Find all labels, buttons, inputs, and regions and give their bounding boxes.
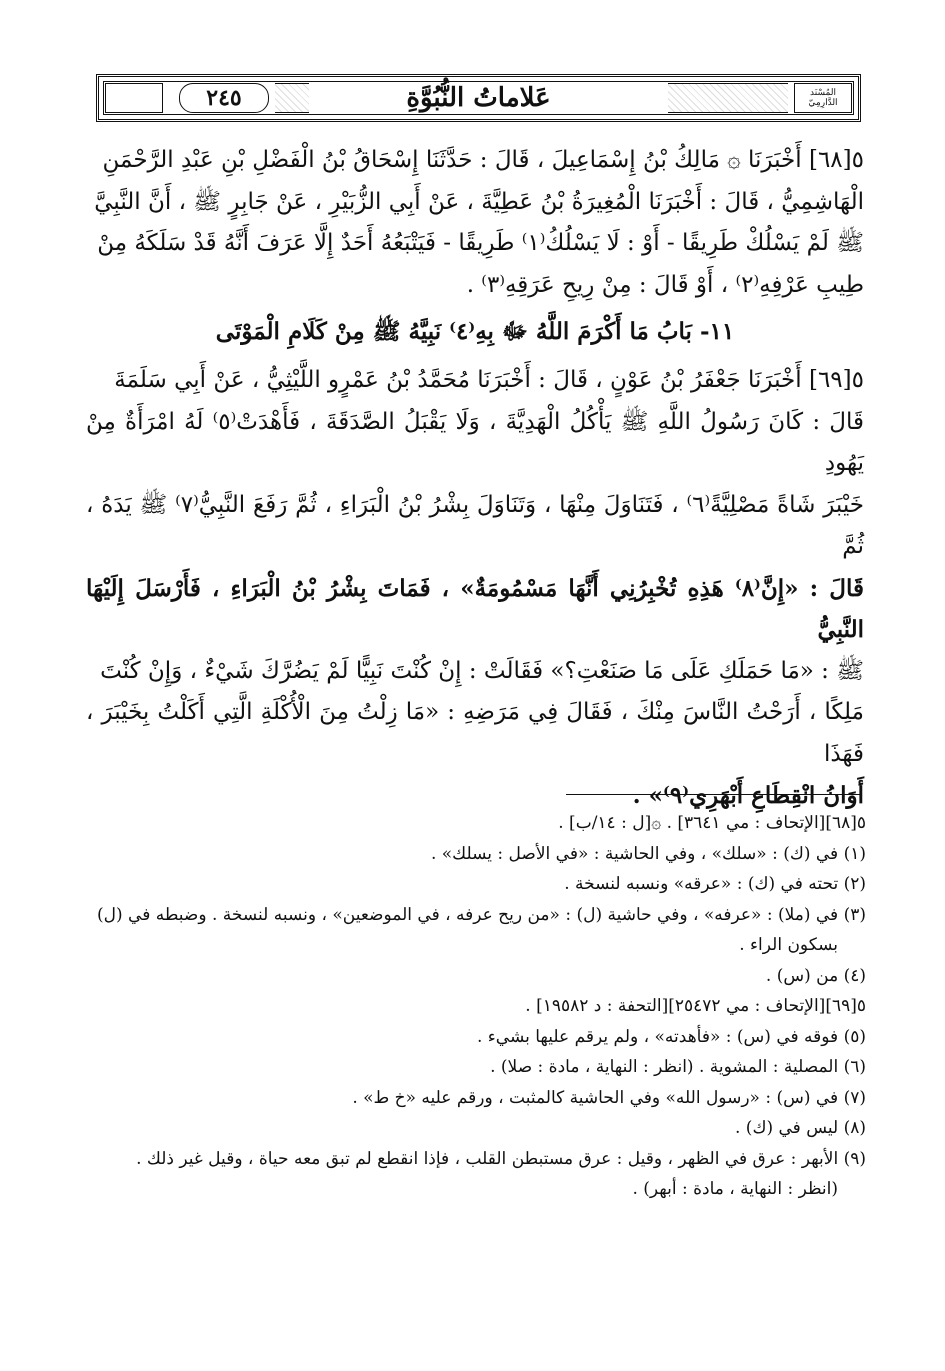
text-line: قَالَ : كَانَ رَسُولُ اللَّهِ ﷺ يَأْكُلُ الْهَدِيَّةَ ، وَلَا يَقْبَلُ الصَّدَقَةَ ، فَأَهْدَتْ⁽٥⁾ لَهُ امْرَأَةٌ مِنْ يَهُودِ (86, 408, 865, 476)
ornament-band (668, 83, 788, 113)
footnote: ٥[٦٨][الإتحاف : مي ٣٦٤١] . ۞[ل : ١٤/ب] . (558, 813, 866, 833)
ornament-left (105, 83, 163, 113)
text-line (86, 360, 864, 402)
footnotes (86, 808, 866, 1205)
seal-text: المُسْنَد الدَّارِمِيّ (808, 88, 838, 108)
hadith-number: ٥[٦٨] (808, 147, 864, 173)
text-line: ﷺ : «مَا حَمَلَكِ عَلَى مَا صَنَعْتِ؟» فَقَالَتْ : إِنْ كُنْتَ نَبِيًّا لَمْ يَضُرَّكَ شَيْءٌ ، وَإِنْ كُنْتَ (100, 657, 864, 684)
text-span: أَخْبَرَنَا جَعْفَرُ بْنُ عَوْنٍ ، قَالَ : أَخْبَرَنَا مُحَمَّدُ بْنُ عَمْرٍو اللَّيْثِيُّ ، عَنْ أَبِي سَلَمَةَ (114, 367, 802, 393)
footnote: (٦) المصلية : المشوية . (انظر : النهاية ، مادة : صلا) . (490, 1057, 866, 1077)
running-title: عَلاماتُ النُّبُوَّةِ (406, 83, 551, 113)
text-line: ﷺ لَمْ يَسْلُكْ طَرِيقًا - أَوْ : لَا يَسْلُكُ⁽١⁾ طَرِيقًا - فَيَتْبَعُهُ أَحَدٌ إِلَّا عَرَفَ أَنَّهُ قَدْ سَلَكَهُ مِنْ (97, 230, 864, 256)
text-line: خَيْبَرَ شَاةً مَصْلِيَّةً⁽٦⁾ ، فَتَنَاوَلَ مِنْهَا ، وَتَنَاوَلَ بِشْرُ بْنُ الْبَرَاءِ ، ثُمَّ رَفَعَ النَّبِيُّ⁽٧⁾ ﷺ يَدَهُ ، ثُمَّ (86, 491, 864, 559)
hadith-68 (86, 140, 864, 306)
publisher-seal (794, 83, 852, 113)
hadith-69 (86, 360, 864, 817)
hadith-number: ٥[٦٩] (808, 367, 864, 393)
footnote: (٨) ليس في (ك) . (735, 1118, 866, 1138)
text-line: الْهَاشِمِيُّ ، قَالَ : أَخْبَرَنَا الْمُغِيرَةُ بْنُ عَطِيَّةَ ، عَنْ أَبِي الزُّبَيْرِ ، عَنْ جَابِرٍ ﷺ ، أَنَّ النَّبِيَّ (94, 188, 864, 215)
page-header (96, 74, 861, 122)
footnote: (٥) فوقه في (س) : «فأهدته» ، ولم يرقم عليها بشيء . (476, 1026, 866, 1047)
footnote: (٣) في (ملا) : «عرفه» ، وفي حاشية (ل) : «من ريح عرفه ، في الموضعين» ، ونسبه لنسخة . وضبطه في (ل) (97, 904, 866, 925)
text-span: أَخْبَرَنَا ۞ مَالِكُ بْنُ إِسْمَاعِيلَ ، قَالَ : حَدَّثَنَا إِسْحَاقُ بْنُ الْفَضْلِ بْنِ عَبْدِ الرَّحْمَنِ (102, 147, 802, 173)
page-number: ٢٤٥ (179, 83, 269, 113)
footnote: (٢) تحته في (ك) : «عرقه» ونسبه لنسخة . (564, 874, 866, 894)
footnote: (١) في (ك) : «سلك» ، وفي الحاشية : «في الأصل : يسلك» . (430, 843, 866, 864)
footnote: (٩) الأبهر : عرق في الظهر ، وقيل : عرق مستبطن القلب ، فإذا انقطع لم تبق معه حياة ، وقيل غير ذلك . (136, 1148, 866, 1169)
text-line: طِيبِ عَرْفِهِ⁽٢⁾ ، أَوْ قَالَ : مِنْ رِيحِ عَرَقِهِ⁽٣⁾ . (466, 271, 864, 298)
footnote: (٧) في (س) : «رسول الله» وفي الحاشية كالمثبت ، ورقم عليه «خ ط» . (352, 1087, 866, 1108)
footnote-divider (566, 794, 862, 795)
chapter-heading: ١١- بَابُ مَا أَكْرَمَ اللَّهُ ﷻ بِهِ⁽٤⁾ نَبِيَّهُ ﷺ مِنْ كَلَامِ الْمَوْتَى (215, 318, 735, 345)
text-line (86, 140, 864, 182)
footnote: (انظر : النهاية ، مادة : أبهر) . (632, 1179, 838, 1199)
text-line: قَالَ : «إِنَّ⁽٨⁾ هَذِهِ تُخْبِرُنِي أَنَّهَا مَسْمُومَةٌ» ، فَمَاتَ بِشْرُ بْنُ الْبَرَاءِ ، فَأَرْسَلَ إِلَيْهَا النَّبِيُّ (86, 574, 864, 643)
main-text (86, 140, 864, 817)
footnote: (٤) من (س) . (765, 965, 866, 986)
text-line: أَوَانُ انْقِطَاعِ أَبْهَرِي⁽٩⁾» . (632, 782, 864, 809)
footnote: بسكون الراء . (739, 935, 838, 955)
footnote: ٥[٦٩][الإتحاف : مي ٢٥٤٧٢][التحفة : د ١٩٥٨٢] . (525, 996, 866, 1016)
text-line: مَلِكًا ، أَرَحْتُ النَّاسَ مِنْكَ ، فَقَالَ فِي مَرَضِهِ : «مَا زِلْتُ مِنَ الْأُكْلَةِ الَّتِي أَكَلْتُ بِخَيْبَرَ ، فَهَذَا (86, 699, 864, 767)
